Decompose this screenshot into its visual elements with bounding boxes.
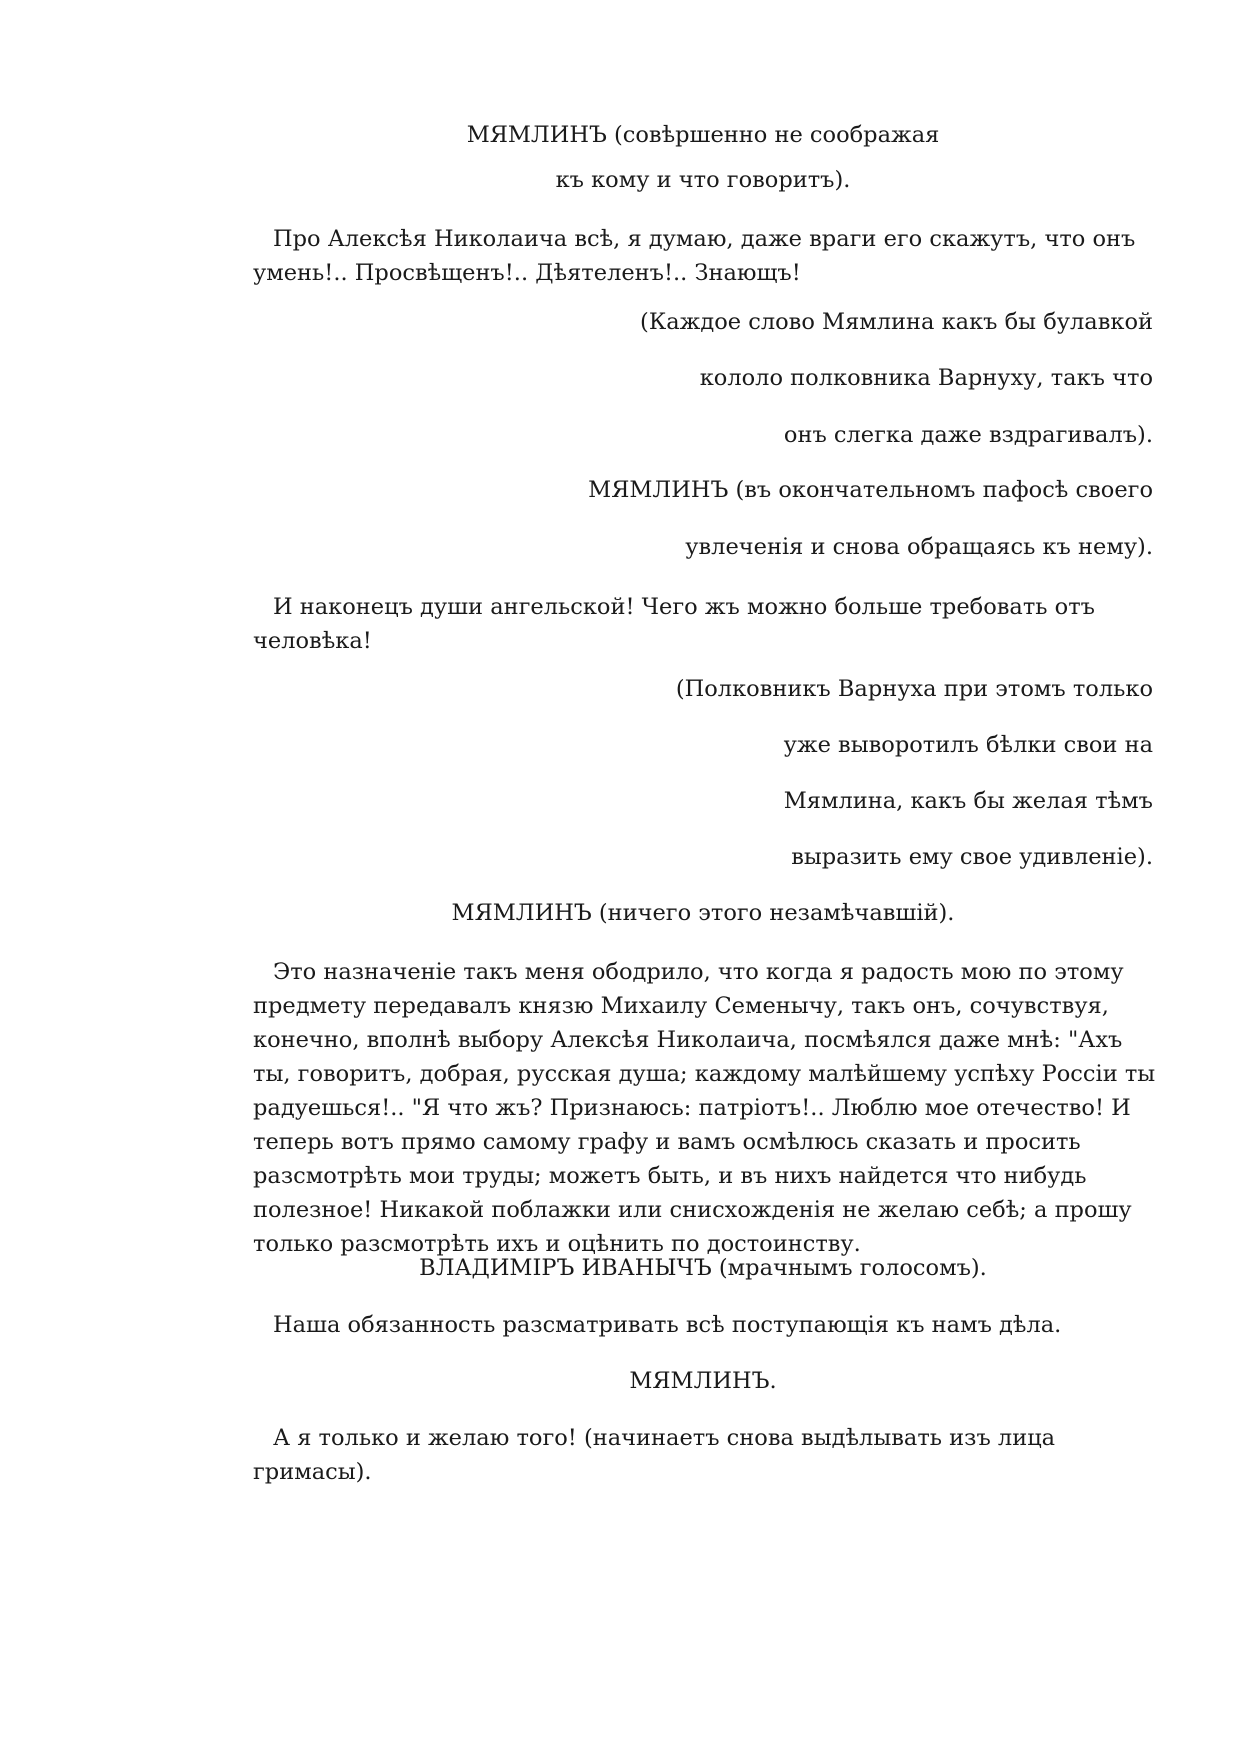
stage-direction-line: (Полковникъ Варнуха при этомъ только [675,676,1153,702]
stage-direction-line: выразить ему свое удивленіе). [791,844,1153,870]
stage-direction-heading: МЯМЛИНЪ (ничего этого незамѣчавшій). [451,900,955,926]
stage-direction-line: уже выворотилъ бѣлки свои на [783,732,1153,758]
stage-direction-line: кололо полковника Варнуху, такъ что [699,365,1153,391]
speech-paragraph: И наконецъ души ангельской! Чего жъ можно больше требовать отъ человѣка! [253,594,1095,654]
speech-paragraph: Наша обязанность разсматривать всѣ поступающія къ намъ дѣла. [273,1312,1062,1338]
stage-direction-line: увлеченія и снова обращаясь къ нему). [685,534,1153,560]
speech-paragraph: Про Алексѣя Николаича всѣ, я думаю, даже враги его скажутъ, что онъ умень!.. Просвѣщенъ!.. Дѣятеленъ!.. Знающъ! [253,226,1136,286]
stage-direction-heading: ВЛАДИМІРЪ ИВАНЫЧЪ (мрачнымъ голосомъ). [419,1255,987,1281]
stage-direction-heading: МЯМЛИНЪ (въ окончательномъ пафосѣ своего [588,477,1153,503]
stage-direction-heading: МЯМЛИНЪ (совѣршенно не соображая [466,122,940,148]
speech-paragraph: Это назначеніе такъ меня ободрило, что когда я радость мою по этому предмету передавалъ князю Михаилу Семенычу, такъ онъ, сочувствуя, конечно, вполнѣ выбору Алексѣя Николаича, посмѣялся даже мнѣ: "Ахъ ты, говоритъ, добрая, русская душа; каждому малѣйшему успѣху Россіи ты радуешься!.. "Я что жъ? Признаюсь: патріотъ!.. Люблю мое отечество! И теперь вотъ прямо самому графу и вамъ осмѣлюсь сказать и просить разсмотрѣть мои труды; можетъ быть, и въ нихъ найдется что нибудь полезное! Никакой поблажки или снисхожденія не желаю себѣ; а прошу только разсмотрѣть ихъ и оцѣнить по достоинству. [253,959,1156,1257]
speaker-heading: МЯМЛИНЪ. [629,1368,777,1394]
stage-direction-line: Мямлина, какъ бы желая тѣмъ [783,788,1153,814]
speech-paragraph: А я только и желаю того! (начинаетъ снова выдѣлывать изъ лица гримасы). [253,1425,1056,1485]
stage-direction-line: онъ слегка даже вздрагивалъ). [783,422,1153,448]
stage-direction-line: (Каждое слово Мямлина какъ бы булавкой [640,309,1153,335]
stage-direction-line: къ кому и что говоритъ). [555,167,851,193]
